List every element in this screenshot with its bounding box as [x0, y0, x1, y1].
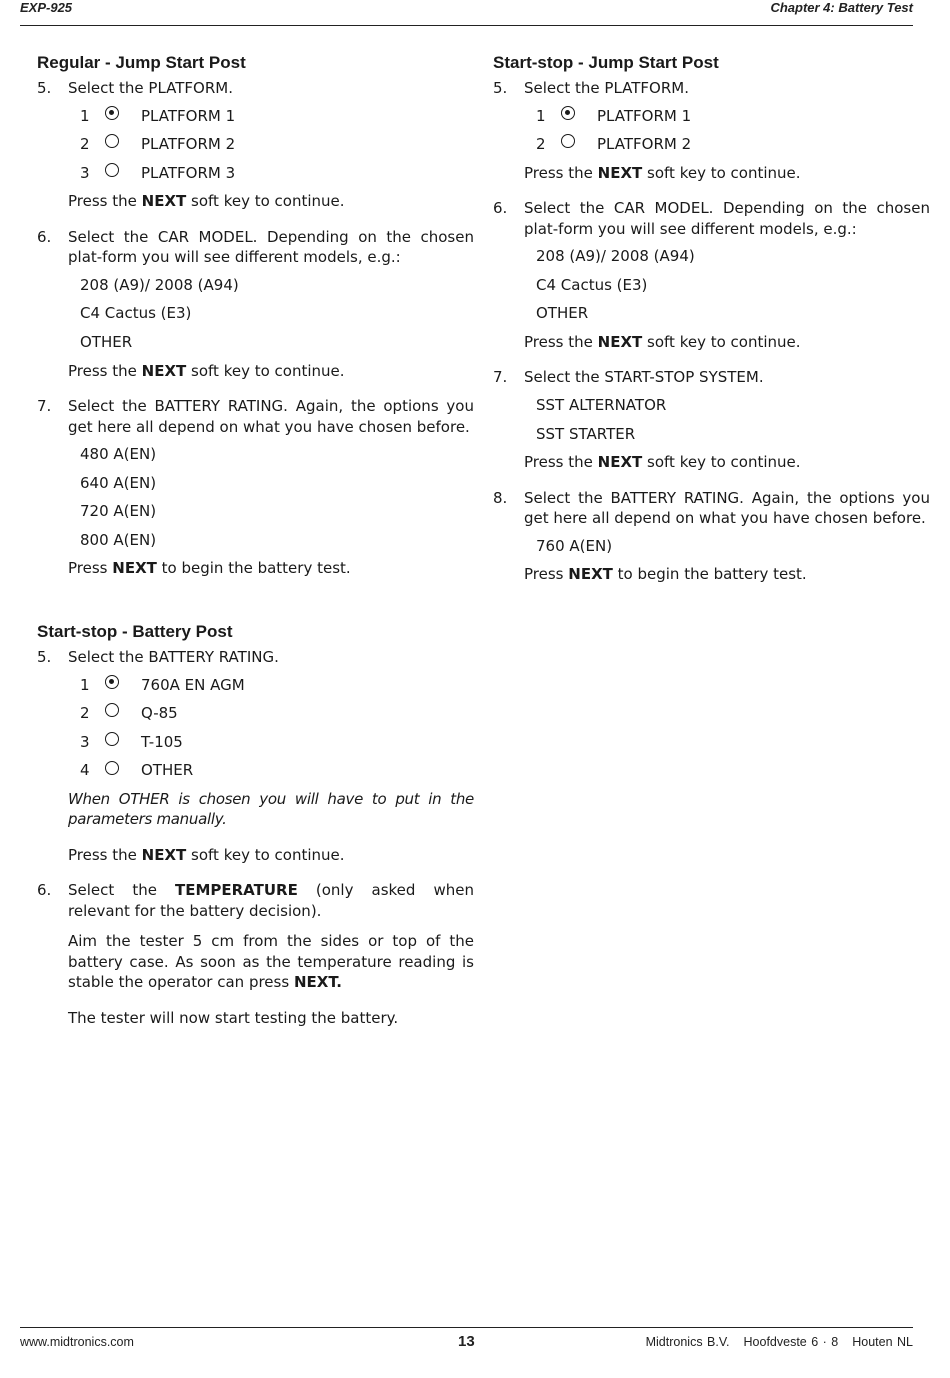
step-number: 7. — [37, 397, 52, 416]
next-key-label: NEXT — [141, 845, 187, 864]
option-label: PLATFORM 3 — [141, 163, 236, 182]
doc-code: EXP-925 — [20, 0, 73, 15]
option-row[interactable] — [37, 756, 474, 785]
rating-item: 720 A(EN) — [80, 502, 157, 521]
step-text: Select the START-STOP SYSTEM. — [524, 368, 764, 387]
press-next-instruction — [493, 163, 930, 184]
final-statement: The tester will now start testing the battery. — [68, 1008, 399, 1027]
step-number: 5. — [37, 79, 52, 97]
radio-unselected-icon[interactable] — [105, 703, 119, 717]
press-next-instruction — [493, 452, 930, 473]
text: Select the — [68, 881, 157, 900]
step-8 — [493, 488, 930, 529]
rating-item: 760 A(EN) — [536, 536, 613, 555]
next-key-label: NEXT. — [293, 973, 342, 992]
next-key-label: NEXT — [597, 163, 643, 182]
section-title: Start-stop - Jump Start Post — [493, 53, 719, 72]
section-ss-battery — [37, 621, 474, 1028]
page-number: 13 — [458, 1333, 475, 1350]
text: soft key to continue. — [647, 163, 801, 182]
text: soft key to continue. — [191, 361, 345, 380]
press-next-instruction — [37, 191, 474, 212]
section-title: Regular - Jump Start Post — [37, 53, 246, 72]
text: Aim the tester 5 cm from the sides or top of the battery case. As soon as the temperature reading is stable the operator can press — [68, 932, 474, 992]
step-5 — [493, 78, 930, 99]
option-number: 2 — [80, 704, 90, 723]
step-number: 7. — [493, 368, 508, 387]
step-text: Select the CAR MODEL. Depending on the chosen plat-form you will see different models, e.g.: — [68, 227, 474, 267]
header-rule — [20, 25, 913, 26]
press-begin-instruction — [37, 558, 474, 579]
section-regular-jump — [37, 52, 474, 579]
step-6 — [37, 227, 474, 268]
text: Press — [68, 559, 108, 578]
step-6 — [493, 198, 930, 239]
press-next-instruction — [37, 361, 474, 382]
next-key-label: NEXT — [597, 332, 643, 351]
footer-website: www.midtronics.com — [20, 1335, 134, 1349]
text: Press the — [524, 163, 593, 182]
press-next-instruction — [37, 845, 474, 866]
section-ss-jump — [493, 52, 930, 585]
press-next-instruction — [493, 332, 930, 353]
step-7 — [493, 367, 930, 388]
radio-selected-icon[interactable] — [561, 106, 575, 120]
city: Houten NL — [852, 1335, 913, 1349]
text: Press — [524, 565, 564, 584]
model-item: OTHER — [80, 333, 133, 352]
aim-instruction — [37, 931, 474, 993]
radio-unselected-icon[interactable] — [105, 134, 119, 148]
chapter-title: Chapter 4: Battery Test — [770, 0, 913, 15]
footer-rule — [20, 1327, 913, 1328]
model-item: C4 Cactus (E3) — [80, 304, 192, 323]
company-name: Midtronics B.V. — [645, 1335, 730, 1349]
option-number: 4 — [80, 761, 90, 780]
step-5 — [37, 647, 474, 668]
option-row[interactable] — [37, 699, 474, 728]
option-row[interactable] — [37, 159, 474, 188]
step-number: 6. — [37, 227, 52, 246]
option-label: OTHER — [141, 761, 194, 780]
text: (only asked when relevant for the battery decision). — [68, 881, 474, 920]
radio-unselected-icon[interactable] — [105, 732, 119, 746]
step-text: Select the BATTERY RATING. — [68, 648, 279, 666]
system-item: SST ALTERNATOR — [536, 396, 667, 415]
option-label: PLATFORM 1 — [141, 106, 236, 125]
step-5 — [37, 78, 474, 99]
text: to begin the battery test. — [617, 565, 807, 584]
street-address: Hoofdveste 6 · 8 — [743, 1335, 839, 1349]
option-row[interactable] — [37, 671, 474, 700]
rating-item: 640 A(EN) — [80, 473, 157, 492]
text: soft key to continue. — [647, 453, 801, 472]
option-number: 1 — [536, 106, 546, 125]
next-key-label: NEXT — [568, 565, 613, 584]
model-item: C4 Cactus (E3) — [536, 275, 648, 294]
model-item: 208 (A9)/ 2008 (A94) — [536, 247, 695, 266]
next-key-label: NEXT — [597, 453, 643, 472]
text: Press the — [524, 453, 593, 472]
option-row[interactable] — [493, 130, 930, 159]
step-7 — [37, 396, 474, 437]
option-label: PLATFORM 2 — [141, 135, 236, 154]
option-row[interactable] — [37, 102, 474, 131]
option-number: 2 — [80, 135, 90, 154]
press-begin-instruction — [493, 564, 930, 585]
option-row[interactable] — [37, 728, 474, 757]
footer-address — [646, 1335, 913, 1349]
temperature-label: TEMPERATURE — [174, 881, 298, 900]
step-text — [68, 880, 474, 921]
option-number: 3 — [80, 732, 90, 751]
step-number: 8. — [493, 488, 508, 507]
radio-unselected-icon[interactable] — [105, 163, 119, 177]
model-item: OTHER — [536, 304, 589, 323]
option-number: 3 — [80, 163, 90, 182]
step-text: Select the PLATFORM. — [68, 79, 233, 97]
option-label: PLATFORM 2 — [597, 135, 692, 154]
option-number: 2 — [536, 135, 546, 154]
next-key-label: NEXT — [141, 192, 187, 211]
step-text: Select the BATTERY RATING. Again, the options you get here all depend on what you have chosen before. — [524, 488, 930, 528]
text: Press the — [68, 845, 137, 864]
text: soft key to continue. — [191, 192, 345, 211]
step-number: 5. — [493, 79, 508, 97]
text: Press the — [68, 192, 137, 211]
next-key-label: NEXT — [112, 559, 157, 578]
rating-item: 480 A(EN) — [80, 445, 157, 464]
other-note: When OTHER is chosen you will have to put in the parameters manually. — [68, 789, 474, 829]
option-row[interactable] — [37, 130, 474, 159]
text: to begin the battery test. — [161, 559, 351, 578]
text: soft key to continue. — [191, 845, 345, 864]
step-text: Select the PLATFORM. — [524, 79, 689, 97]
text: Press the — [68, 361, 137, 380]
option-row[interactable] — [493, 102, 930, 131]
text: Press the — [524, 332, 593, 351]
step-text: Select the CAR MODEL. Depending on the chosen plat-form you will see different models, e.g.: — [524, 199, 930, 238]
next-key-label: NEXT — [141, 361, 187, 380]
radio-unselected-icon[interactable] — [561, 134, 575, 148]
option-number: 1 — [80, 106, 90, 125]
step-6 — [37, 880, 474, 921]
step-number: 6. — [493, 199, 508, 218]
radio-selected-icon[interactable] — [105, 106, 119, 120]
option-label: Q-85 — [141, 704, 178, 723]
rating-item: 800 A(EN) — [80, 530, 157, 549]
radio-selected-icon[interactable] — [105, 675, 119, 689]
step-number: 5. — [37, 648, 52, 666]
model-item: 208 (A9)/ 2008 (A94) — [80, 275, 239, 294]
option-label: T-105 — [141, 732, 183, 751]
option-number: 1 — [80, 675, 90, 694]
option-label: 760A EN AGM — [141, 675, 245, 694]
system-item: SST STARTER — [536, 424, 636, 443]
radio-unselected-icon[interactable] — [105, 761, 119, 775]
step-number: 6. — [37, 881, 52, 900]
section-title: Start-stop - Battery Post — [37, 622, 233, 641]
text: soft key to continue. — [647, 332, 801, 351]
step-text: Select the BATTERY RATING. Again, the options you get here all depend on what you have chosen before. — [68, 397, 474, 436]
option-label: PLATFORM 1 — [597, 106, 692, 125]
